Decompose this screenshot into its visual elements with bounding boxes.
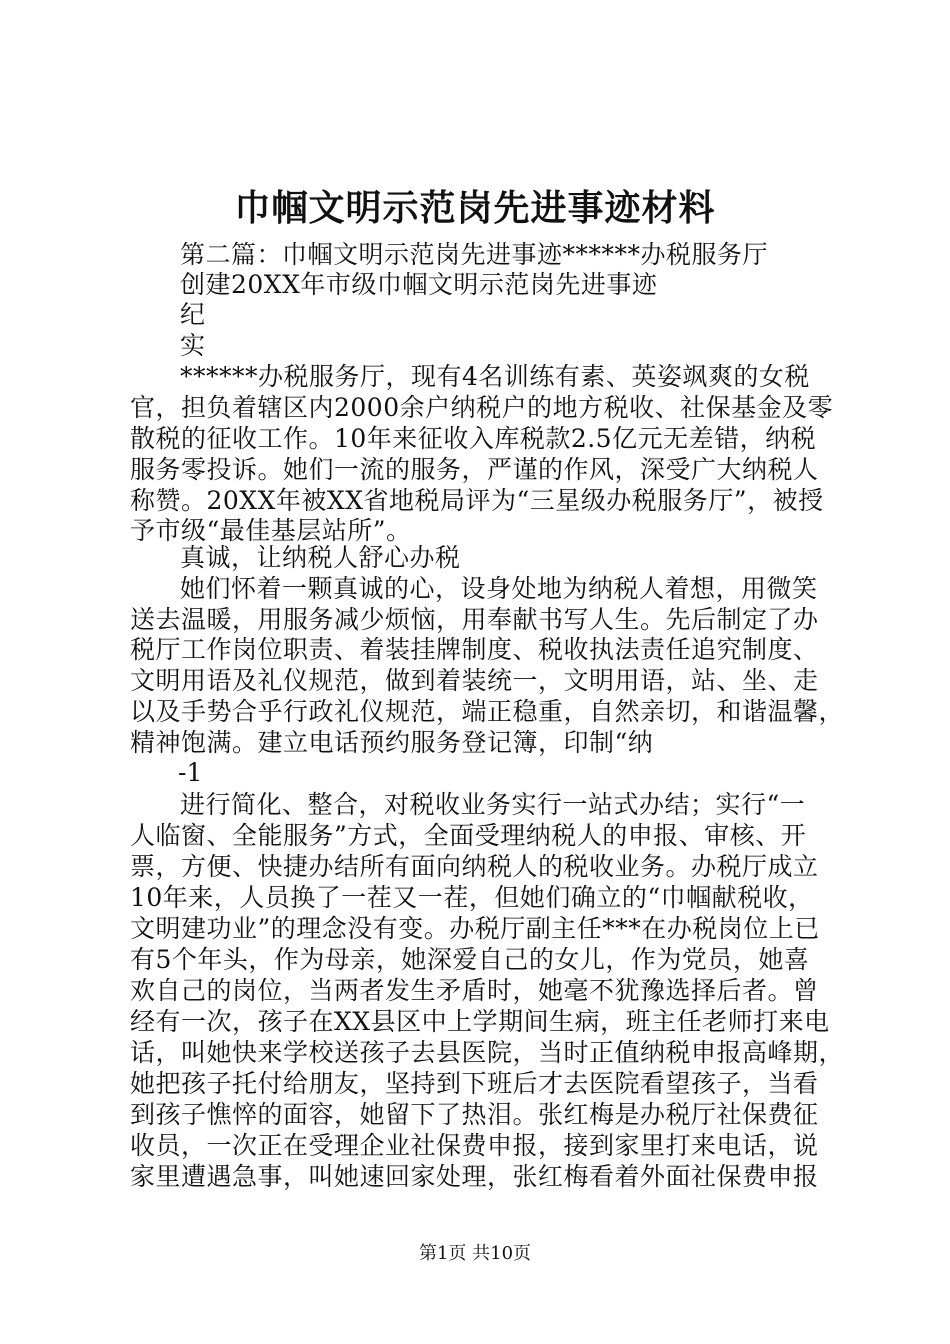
subtitle-line: 实 <box>180 331 206 360</box>
body-line: 文明建功业”的理念没有变。办税厅副主任***在办税岗位上已 <box>130 914 820 943</box>
body-line: 进行简化、整合，对税收业务实行一站式办结；实行“一 <box>180 790 806 819</box>
body-line: 她把孩子托付给朋友，坚持到下班后才去医院看望孩子，当看 <box>130 1069 819 1098</box>
subtitle-line: 纪 <box>180 300 206 329</box>
body-line: 文明用语及礼仪规范，做到着装统一，文明用语，站、坐、走 <box>130 666 819 695</box>
body-line: 收员，一次正在受理企业社保费申报，接到家里打来电话，说 <box>130 1131 819 1160</box>
body-line: 送去温暖，用服务减少烦恼，用奉献书写人生。先后制定了办 <box>130 605 819 634</box>
body-line: 予市级“最佳基层站所”。 <box>130 516 412 545</box>
body-line: 票，方便、快捷办结所有面向纳税人的税收业务。办税厅成立 <box>130 852 819 881</box>
subtitle-line: 创建20XX年市级巾帼文明示范岗先进事迹 <box>180 270 658 299</box>
body-line: 家里遭遇急事，叫她速回家处理，张红梅看着外面社保费申报 <box>130 1162 819 1191</box>
body-line: 她们怀着一颗真诚的心，设身处地为纳税人着想，用微笑 <box>180 574 818 603</box>
body-line: 10年来，人员换了一茬又一茬，但她们确立的“巾帼献税收， <box>130 883 814 912</box>
body-line: 经有一次，孩子在XX县区中上学期间生病，班主任老师打来电 <box>130 1007 830 1036</box>
body-line: 精神饱满。建立电话预约服务登记簿，印制“纳 <box>130 728 654 757</box>
section-heading: 真诚，让纳税人舒心办税 <box>180 543 461 572</box>
body-line: 散税的征收工作。10年来征收入库税款2.5亿元无差错，纳税 <box>130 424 817 453</box>
body-line: 人临窗、全能服务”方式，全面受理纳税人的申报、审核、开 <box>130 821 807 850</box>
body-line: 到孩子憔悴的面容，她留下了热泪。张红梅是办税厅社保费征 <box>130 1100 819 1129</box>
body-line: ******办税服务厅，现有4名训练有素、英姿飒爽的女税 <box>180 362 810 391</box>
body-line: 服务零投诉。她们一流的服务，严谨的作风，深受广大纳税人 <box>130 455 819 484</box>
body-line: 税厅工作岗位职责、着装挂牌制度、税收执法责任追究制度、 <box>130 635 819 664</box>
subtitle-line: 第二篇：巾帼文明示范岗先进事迹******办税服务厅 <box>180 240 769 269</box>
body-line: 以及手势合乎行政礼仪规范，端正稳重，自然亲切，和谐温馨， <box>130 697 845 726</box>
page-title: 巾帼文明示范岗先进事迹材料 <box>234 187 716 229</box>
body-line: 话，叫她快来学校送孩子去县医院，当时正值纳税申报高峰期， <box>130 1038 845 1067</box>
page-footer: 第1页 共10页 <box>418 1243 532 1264</box>
body-line: 官，担负着辖区内2000余户纳税户的地方税收、社保基金及零 <box>130 393 834 422</box>
body-line: 称赞。20XX年被XX省地税局评为“三星级办税服务厅”，被授 <box>130 486 824 515</box>
body-line: 欢自己的岗位，当两者发生矛盾时，她毫不犹豫选择后者。曾 <box>130 976 819 1005</box>
body-line: 有5个年头，作为母亲，她深爱自己的女儿，作为党员，她喜 <box>130 945 810 974</box>
page-marker: -1 <box>178 758 203 787</box>
